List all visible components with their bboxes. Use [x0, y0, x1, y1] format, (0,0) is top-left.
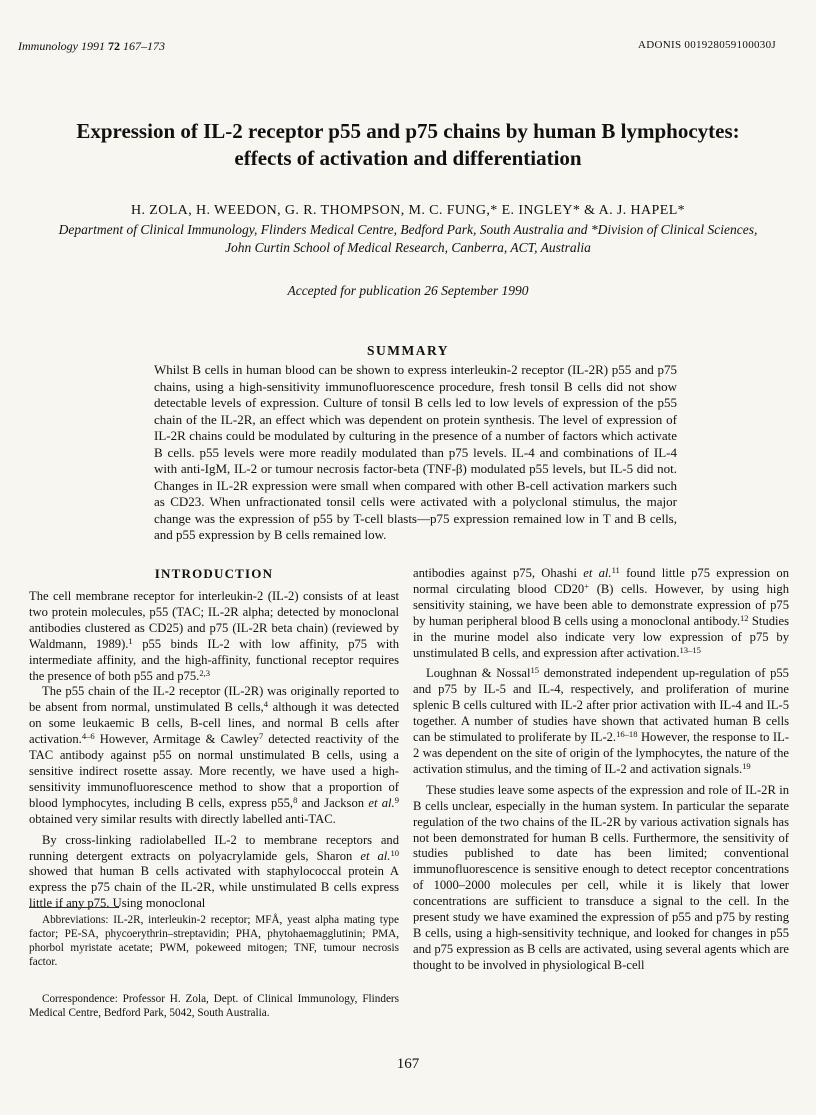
abbreviations-footnote — [29, 913, 399, 969]
correspondence-footnote — [29, 992, 399, 1020]
journal-pages: 167–173 — [123, 39, 165, 53]
journal-citation — [18, 39, 165, 54]
footnote-divider — [29, 907, 119, 908]
text-run: Studies in the murine model also indicate very low expression of p75 by unstimulated B cells, and expression after activation. — [413, 613, 789, 660]
citation-ref: 4–6 — [81, 731, 95, 742]
citation-ref: 2,3 — [199, 667, 211, 678]
affiliation-line-1: Department of Clinical Immunology, Flinders Medical Centre, Bedford Park, South Australia and *Division of Clinical Sciences, — [58, 222, 758, 237]
affiliation-line-2: John Curtin School of Medical Research, Canberra, ACT, Australia — [225, 239, 591, 255]
correspondence-text: Correspondence: Professor H. Zola, Dept. of Clinical Immunology, Flinders Medical Centre, Bedford Park, 5042, South Australia. — [29, 993, 399, 1019]
summary-body — [154, 362, 677, 544]
text-run: found little p75 expression on normal circulating blood CD20 — [413, 566, 789, 596]
right-paragraph-1 — [413, 566, 789, 661]
title-line-2: effects of activation and differentiation — [234, 146, 582, 170]
et-al: et al. — [583, 566, 612, 580]
intro-paragraph-2 — [29, 684, 399, 827]
citation-ref: 13–15 — [679, 644, 701, 655]
text-run: However, the response to IL-2 was dependent on the site of origin of the lymphocytes, the nature of the activation stimulus, and the timing of IL-2 and activation signals. — [413, 730, 790, 776]
superscript-plus: + — [584, 581, 590, 592]
et-al: et al. — [368, 795, 395, 810]
text-run: (B) cells. However, by using high sensitivity staining, we have been able to demonstrate expression of p75 by human peripheral blood B cells using a monoclonal antibody. — [413, 581, 790, 628]
intro-paragraph-1 — [29, 589, 399, 684]
text-run: antibodies against p75, Ohashi — [413, 566, 584, 580]
citation-ref: 12 — [740, 612, 749, 623]
affiliations — [15, 221, 801, 256]
journal-volume: 72 — [108, 39, 120, 53]
summary-text: Whilst B cells in human blood can be shown to express interleukin-2 receptor (IL-2R) p55 and p75 chains, using a high-sensitivity immunofluorescence procedure, fresh tonsil B cells did not show detectable levels of expression. Culture of tonsil B cells led to low levels of expression of the p55 chain of the IL-2R, an effect which was dependent on protein synthesis. The level of expression of IL-2R chains could be modulated by culturing in the presence of a number of factors which activate B cells. p55 levels were more readily modulated than p75 levels. IL-4 and combinations of IL-4 with anti-IgM, IL-2 or tumour necrosis factor-beta (TNF-β) modulated p55 levels, but IL-5 did not. Changes in IL-2R expression were small when compared with other B-cell activation markers such as CD23. When unfractionated tonsil cells were activated with a polyclonal stimulus, the major change was the expression of p55 by T-cell blasts—p75 expression remained low in T and B cells, and p55 expression by B cells remained low. — [154, 362, 677, 542]
introduction-body — [29, 589, 399, 912]
citation-ref: 11 — [611, 565, 620, 576]
summary-heading: SUMMARY — [366, 343, 449, 358]
article-title — [30, 118, 786, 172]
right-paragraph-2 — [413, 666, 789, 777]
et-al: et al. — [360, 848, 391, 863]
text-run: detected reactivity of the TAC antibody against p55 on normal unstimulated B cells, using a sensitive indirect rosette assay. More recently, we have used a high-sensitivity immunofluorescence method to show that a proportion of blood lymphocytes, including B cells, express p55, — [29, 732, 399, 810]
text-run: The cell membrane receptor for interleukin-2 (IL-2) consists of at least two protein molecules, p55 (TAC; IL-2R alpha; detected by monoclonal antibodies clustered as CD25) and p75 (IL-2R beta chain) (reviewed by Waldmann, 1989). — [29, 589, 399, 651]
text-run: obtained very similar results with directly labelled anti-TAC. — [29, 811, 336, 826]
citation-ref: 9 — [394, 794, 399, 805]
accepted-date: Accepted for publication 26 September 1990 — [287, 283, 529, 298]
abbreviations-text: Abbreviations: IL-2R, interleukin-2 receptor; MFÅ, yeast alpha mating type factor; PE-SA, phycoerythrin–streptavidin; PHA, phytohaemagglutinin; PMA, phorbol myristate acetate; PWM, pokeweed mitogen; TNF, tumour necrosis factor. — [29, 914, 399, 968]
text-run: and Jackson — [297, 795, 369, 810]
citation-ref: 10 — [390, 847, 399, 858]
citation-ref: 15 — [530, 665, 540, 676]
citation-ref: 4 — [263, 699, 268, 710]
citation-ref: 19 — [742, 761, 751, 772]
text-run: However, Armitage & Cawley — [94, 732, 259, 747]
adonis-code: ADONIS 001928059100030J — [638, 39, 776, 51]
author-list: H. ZOLA, H. WEEDON, G. R. THOMPSON, M. C. FUNG,* E. INGLEY* & A. J. HAPEL* — [130, 203, 686, 218]
text-run: Loughnan & Nossal — [426, 666, 531, 681]
introduction-heading: INTRODUCTION — [154, 566, 274, 581]
text-run: By cross-linking radiolabelled IL-2 to membrane receptors and running detergent extracts on polyacrylamide gels, Sharon — [29, 832, 399, 863]
citation-ref: 8 — [293, 794, 298, 805]
page-number: 167 — [396, 1056, 420, 1072]
text-run: p55 binds IL-2 with low affinity, p75 with intermediate affinity, and the high-affinity, functional receptor requires the presence of both p55 and p75. — [29, 636, 399, 683]
right-paragraph-3 — [413, 783, 789, 974]
citation-ref: 7 — [258, 731, 264, 742]
citation-ref: 1 — [128, 635, 133, 646]
title-line-1: Expression of IL-2 receptor p55 and p75 chains by human B lymphocytes: — [76, 119, 740, 143]
text-run: The p55 chain of the IL-2 receptor (IL-2R) was originally reported to be absent from normal, unstimulated B cells, — [29, 684, 399, 715]
journal-name: Immunology — [18, 39, 78, 53]
journal-year: 1991 — [81, 39, 105, 53]
text-run: demonstrated independent up-regulation of p55 and p75 by IL-5 and IL-4, respectively, and proliferation of murine splenic B cells cultured with IL-2 after prior activation with IL-4 and IL-5 together. A number of studies have shown that activated human B cells can be stimulated to proliferate by IL-2. — [413, 666, 789, 745]
text-run: although it was detected on some leukaemic B cells, B-cell lines, and normal B cells after activation. — [29, 700, 399, 747]
right-column-body — [413, 566, 789, 974]
intro-paragraph-3 — [29, 833, 399, 913]
text-run: These studies leave some aspects of the expression and role of IL-2R in B cells unclear, especially in the human system. In particular the separate regulation of the two chains of the IL-2R by various activation signals has not been demonstrated for human B cells. Furthermore, the sensitivity of studies published to date has been limited; conventional immunofluorescence is sensitive enough to detect receptor concentrations of 1000–2000 molecules per cell, while it is likely that lower concentrations are sufficient to transduce a signal to the cell. In the present study we have examined the expression of p55 and p75 by resting B cells, using a high-sensitivity technique, and looked for changes in p55 and p75 expression as B cells are activated, using several agents which are thought to be involved in physiological B-cell — [413, 782, 789, 972]
citation-ref: 16–18 — [616, 729, 638, 740]
text-run: showed that human B cells activated with staphylococcal protein A express the p75 chain of the IL-2R, while unstimulated B cells express little if any p75. Using monoclonal — [29, 864, 399, 911]
